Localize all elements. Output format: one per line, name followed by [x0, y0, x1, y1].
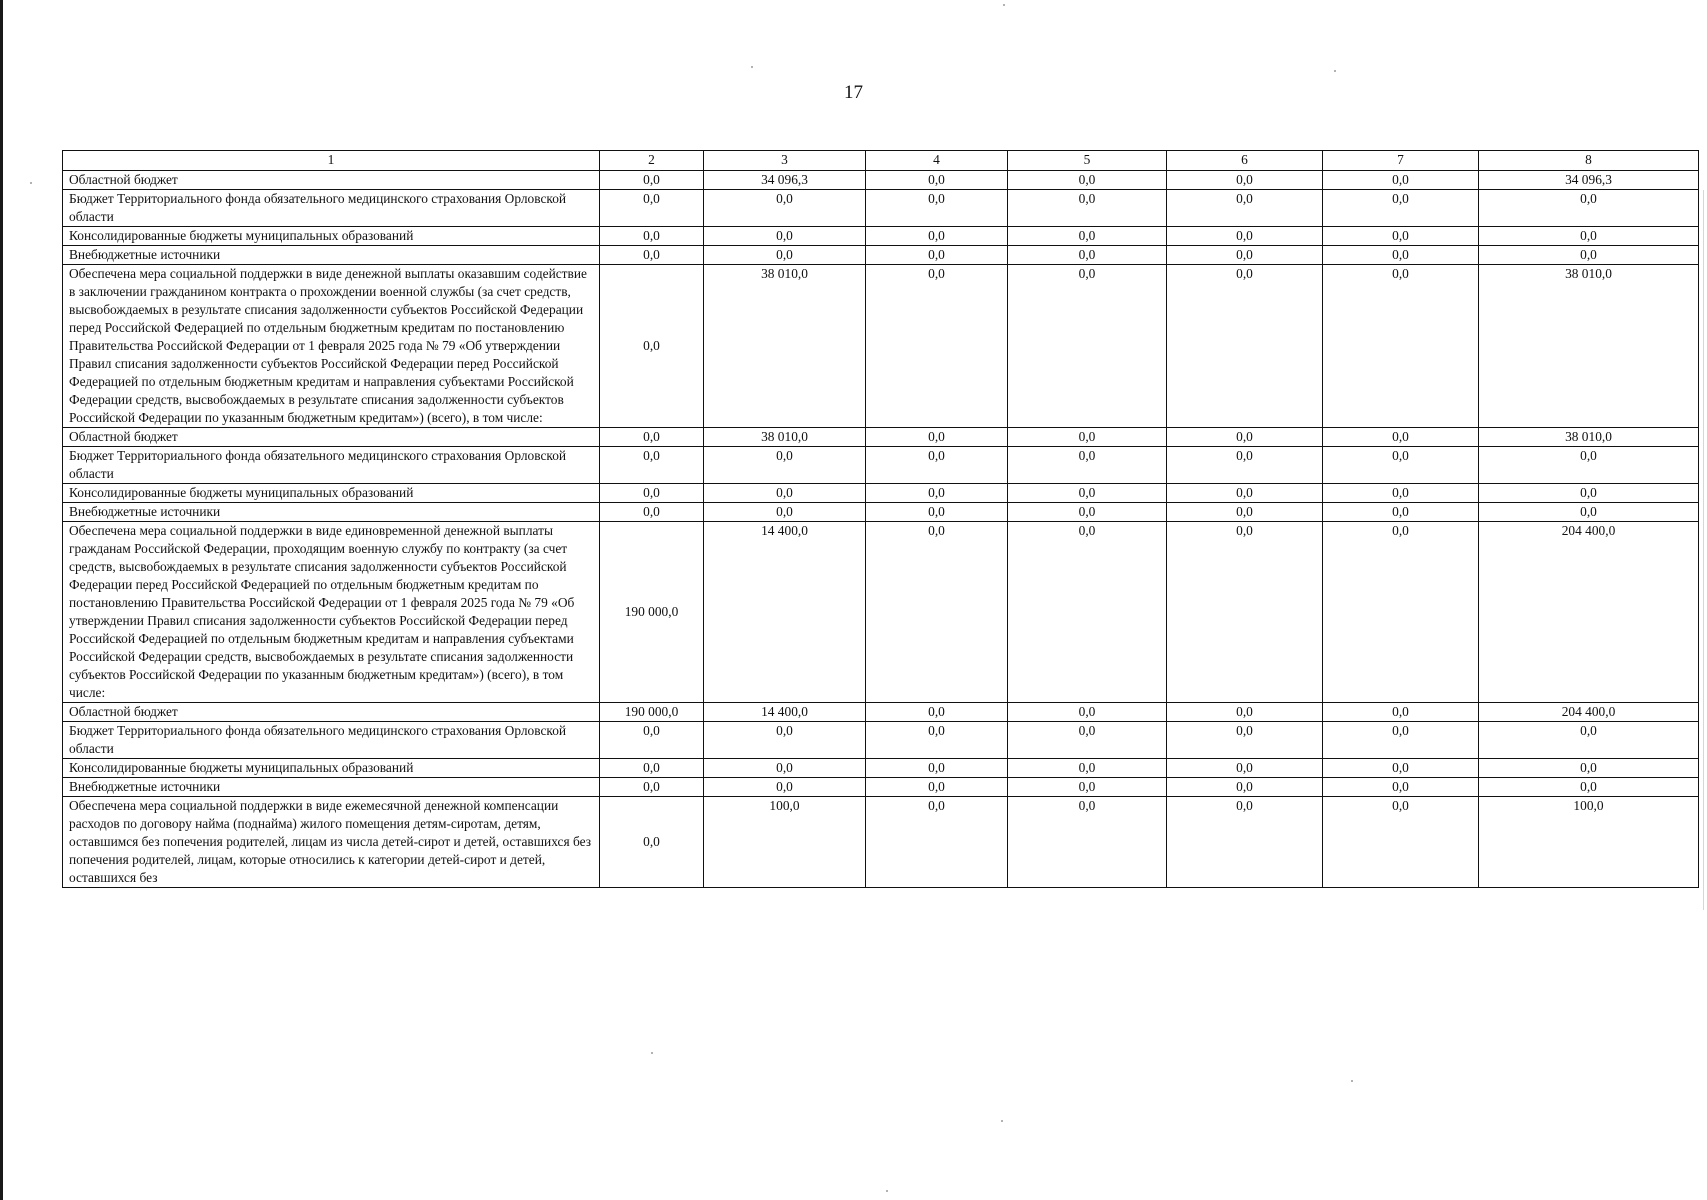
cell-col-3: 0,0: [704, 778, 866, 797]
cell-col-4: 0,0: [866, 778, 1008, 797]
row-description: Внебюджетные источники: [63, 503, 600, 522]
scan-speck: [1003, 4, 1005, 6]
cell-col-8: 0,0: [1479, 503, 1699, 522]
cell-col-3: 0,0: [704, 722, 866, 759]
cell-col-7: 0,0: [1323, 797, 1479, 888]
cell-col-2: 0,0: [600, 227, 704, 246]
table-row: [63, 703, 1699, 722]
scan-speck: [751, 66, 753, 68]
cell-col-4: 0,0: [866, 722, 1008, 759]
cell-col-5: 0,0: [1008, 778, 1167, 797]
cell-col-8: 0,0: [1479, 447, 1699, 484]
cell-col-7: 0,0: [1323, 484, 1479, 503]
table-row: [63, 428, 1699, 447]
table-row: [63, 797, 1699, 888]
cell-col-4: 0,0: [866, 484, 1008, 503]
column-header: 6: [1167, 151, 1323, 171]
table-row: [63, 759, 1699, 778]
cell-col-2: 0,0: [600, 246, 704, 265]
cell-col-7: 0,0: [1323, 759, 1479, 778]
cell-col-3: 0,0: [704, 759, 866, 778]
cell-col-7: 0,0: [1323, 190, 1479, 227]
cell-col-5: 0,0: [1008, 703, 1167, 722]
cell-col-7: 0,0: [1323, 522, 1479, 703]
cell-col-6: 0,0: [1167, 503, 1323, 522]
cell-col-4: 0,0: [866, 227, 1008, 246]
cell-col-8: 100,0: [1479, 797, 1699, 888]
table-row: [63, 484, 1699, 503]
cell-col-2: 0,0: [600, 797, 704, 888]
cell-col-5: 0,0: [1008, 246, 1167, 265]
table-row: [63, 522, 1699, 703]
column-header: 2: [600, 151, 704, 171]
column-header: 4: [866, 151, 1008, 171]
cell-col-4: 0,0: [866, 703, 1008, 722]
cell-col-7: 0,0: [1323, 265, 1479, 428]
cell-col-6: 0,0: [1167, 190, 1323, 227]
cell-col-2: 0,0: [600, 428, 704, 447]
cell-col-7: 0,0: [1323, 778, 1479, 797]
cell-col-6: 0,0: [1167, 265, 1323, 428]
table-row: [63, 265, 1699, 428]
cell-col-3: 0,0: [704, 190, 866, 227]
cell-col-3: 0,0: [704, 246, 866, 265]
cell-col-2: 190 000,0: [600, 522, 704, 703]
cell-col-4: 0,0: [866, 522, 1008, 703]
cell-col-4: 0,0: [866, 503, 1008, 522]
cell-col-3: 34 096,3: [704, 171, 866, 190]
row-description: Бюджет Территориального фонда обязательного медицинского страхования Орловской области: [63, 447, 600, 484]
cell-col-5: 0,0: [1008, 484, 1167, 503]
row-description: Консолидированные бюджеты муниципальных образований: [63, 227, 600, 246]
row-description: Консолидированные бюджеты муниципальных образований: [63, 759, 600, 778]
cell-col-6: 0,0: [1167, 171, 1323, 190]
scan-speck: [30, 182, 32, 184]
cell-col-6: 0,0: [1167, 246, 1323, 265]
cell-col-4: 0,0: [866, 759, 1008, 778]
scan-speck: [651, 1052, 653, 1054]
table-row: [63, 722, 1699, 759]
row-description: Обеспечена мера социальной поддержки в виде денежной выплаты оказавшим содействие в заключении гражданином контракта о прохождении военной службы (за счет средств, высвобождаемых в результате списания задолженности субъектов Российской Федерации перед Российской Федерацией по отдельным бюджетным кредитам по постановлению Правительства Российской Федерации от 1 февраля 2025 года № 79 «Об утверждении Правил списания задолженности субъектов Российской Федерации перед Российской Федерацией по отдельным бюджетным кредитам и направления субъектами Российской Федерации средств, высвобождаемых в результате списания задолженности субъектов Российской Федерации по указанным бюджетным кредитам») (всего), в том числе:: [63, 265, 600, 428]
cell-col-7: 0,0: [1323, 246, 1479, 265]
cell-col-3: 0,0: [704, 503, 866, 522]
cell-col-8: 0,0: [1479, 227, 1699, 246]
cell-col-4: 0,0: [866, 447, 1008, 484]
cell-col-5: 0,0: [1008, 190, 1167, 227]
cell-col-5: 0,0: [1008, 722, 1167, 759]
cell-col-3: 38 010,0: [704, 265, 866, 428]
cell-col-7: 0,0: [1323, 428, 1479, 447]
cell-col-8: 204 400,0: [1479, 703, 1699, 722]
cell-col-2: 0,0: [600, 484, 704, 503]
row-description: Бюджет Территориального фонда обязательного медицинского страхования Орловской области: [63, 190, 600, 227]
cell-col-6: 0,0: [1167, 428, 1323, 447]
budget-table: [62, 150, 1699, 888]
column-header: 1: [63, 151, 600, 171]
cell-col-2: 0,0: [600, 759, 704, 778]
cell-col-8: 38 010,0: [1479, 428, 1699, 447]
cell-col-3: 38 010,0: [704, 428, 866, 447]
table-row: [63, 190, 1699, 227]
row-description: Бюджет Территориального фонда обязательного медицинского страхования Орловской области: [63, 722, 600, 759]
cell-col-4: 0,0: [866, 797, 1008, 888]
cell-col-2: 0,0: [600, 190, 704, 227]
cell-col-2: 0,0: [600, 722, 704, 759]
table-row: [63, 503, 1699, 522]
cell-col-2: 0,0: [600, 503, 704, 522]
cell-col-7: 0,0: [1323, 503, 1479, 522]
cell-col-5: 0,0: [1008, 265, 1167, 428]
cell-col-2: 0,0: [600, 447, 704, 484]
scan-right-edge: [1703, 190, 1704, 910]
cell-col-3: 0,0: [704, 447, 866, 484]
cell-col-8: 0,0: [1479, 484, 1699, 503]
table-body: [63, 151, 1699, 888]
row-description: Обеспечена мера социальной поддержки в виде единовременной денежной выплаты гражданам Российской Федерации, проходящим военную службу по контракту (за счет средств, высвобождаемых в результате списания задолженности субъектов Российской Федерации перед Российской Федерацией по отдельным бюджетным кредитам по постановлению Правительства Российской Федерации от 1 февраля 2025 года № 79 «Об утверждении Правил списания задолженности субъектов Российской Федерации перед Российской Федерацией по отдельным бюджетным кредитам и направления субъектами Российской Федерации средств, высвобождаемых в результате списания задолженности субъектов Российской Федерации по указанным бюджетным кредитам») (всего), в том числе:: [63, 522, 600, 703]
table-row: [63, 171, 1699, 190]
scan-speck: [1334, 70, 1336, 72]
row-description: Консолидированные бюджеты муниципальных образований: [63, 484, 600, 503]
row-description: Внебюджетные источники: [63, 778, 600, 797]
table-row: [63, 778, 1699, 797]
table-row: [63, 227, 1699, 246]
cell-col-7: 0,0: [1323, 171, 1479, 190]
cell-col-3: 100,0: [704, 797, 866, 888]
cell-col-4: 0,0: [866, 428, 1008, 447]
cell-col-8: 0,0: [1479, 778, 1699, 797]
cell-col-4: 0,0: [866, 265, 1008, 428]
column-header: 7: [1323, 151, 1479, 171]
cell-col-6: 0,0: [1167, 227, 1323, 246]
cell-col-8: 34 096,3: [1479, 171, 1699, 190]
row-description: Внебюджетные источники: [63, 246, 600, 265]
cell-col-7: 0,0: [1323, 722, 1479, 759]
cell-col-5: 0,0: [1008, 428, 1167, 447]
cell-col-6: 0,0: [1167, 522, 1323, 703]
cell-col-8: 0,0: [1479, 190, 1699, 227]
table-row: [63, 447, 1699, 484]
row-description: Областной бюджет: [63, 171, 600, 190]
cell-col-3: 0,0: [704, 484, 866, 503]
cell-col-2: 0,0: [600, 265, 704, 428]
column-header: 3: [704, 151, 866, 171]
cell-col-5: 0,0: [1008, 227, 1167, 246]
cell-col-6: 0,0: [1167, 797, 1323, 888]
column-header-row: [63, 151, 1699, 171]
cell-col-8: 38 010,0: [1479, 265, 1699, 428]
cell-col-2: 0,0: [600, 778, 704, 797]
cell-col-4: 0,0: [866, 246, 1008, 265]
cell-col-2: 0,0: [600, 171, 704, 190]
cell-col-7: 0,0: [1323, 447, 1479, 484]
row-description: Областной бюджет: [63, 703, 600, 722]
row-description: Областной бюджет: [63, 428, 600, 447]
cell-col-8: 0,0: [1479, 759, 1699, 778]
cell-col-4: 0,0: [866, 171, 1008, 190]
cell-col-6: 0,0: [1167, 484, 1323, 503]
cell-col-5: 0,0: [1008, 171, 1167, 190]
cell-col-3: 14 400,0: [704, 703, 866, 722]
scan-speck: [1001, 1120, 1003, 1122]
table-row: [63, 246, 1699, 265]
cell-col-6: 0,0: [1167, 778, 1323, 797]
cell-col-3: 0,0: [704, 227, 866, 246]
cell-col-5: 0,0: [1008, 759, 1167, 778]
cell-col-6: 0,0: [1167, 722, 1323, 759]
scan-left-edge: [0, 0, 3, 1200]
page-number: 17: [844, 82, 863, 103]
cell-col-5: 0,0: [1008, 522, 1167, 703]
cell-col-4: 0,0: [866, 190, 1008, 227]
cell-col-8: 204 400,0: [1479, 522, 1699, 703]
cell-col-8: 0,0: [1479, 722, 1699, 759]
cell-col-8: 0,0: [1479, 246, 1699, 265]
cell-col-6: 0,0: [1167, 759, 1323, 778]
cell-col-5: 0,0: [1008, 447, 1167, 484]
cell-col-2: 190 000,0: [600, 703, 704, 722]
scan-speck: [886, 1190, 888, 1192]
cell-col-5: 0,0: [1008, 797, 1167, 888]
column-header: 8: [1479, 151, 1699, 171]
cell-col-6: 0,0: [1167, 703, 1323, 722]
scan-speck: [1351, 1080, 1353, 1082]
cell-col-7: 0,0: [1323, 703, 1479, 722]
cell-col-3: 14 400,0: [704, 522, 866, 703]
cell-col-5: 0,0: [1008, 503, 1167, 522]
row-description: Обеспечена мера социальной поддержки в виде ежемесячной денежной компенсации расходов по договору найма (поднайма) жилого помещения детям-сиротам, детям, оставшимся без попечения родителей, лицам из числа детей-сирот и детей, оставшихся без попечения родителей, лицам, которые относились к категории детей-сирот и детей, оставшихся без: [63, 797, 600, 888]
cell-col-7: 0,0: [1323, 227, 1479, 246]
column-header: 5: [1008, 151, 1167, 171]
cell-col-6: 0,0: [1167, 447, 1323, 484]
